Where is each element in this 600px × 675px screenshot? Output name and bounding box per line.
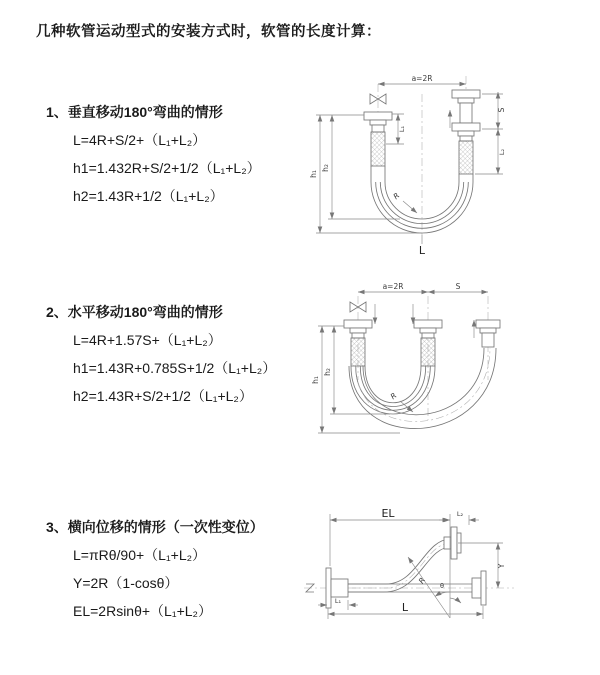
dim-label-s: S — [497, 107, 506, 113]
section-3-heading: 3、横向位移的情形（一次性变位） — [46, 519, 264, 535]
dimension-labels — [311, 282, 461, 401]
dim-label-l1: L₁ — [398, 125, 406, 133]
page-title: 几种软管运动型式的安装方式时，软管的长度计算： — [36, 24, 381, 40]
dim-label-h1: h₁ — [311, 376, 320, 384]
formula-line: h2=1.43R+S/2+1/2（L₁+L₂） — [73, 388, 253, 404]
formula-line: EL=2Rsinθ+（L₁+L₂） — [73, 603, 212, 619]
dim-label-r: R — [388, 390, 399, 402]
section-3 — [46, 513, 326, 625]
dim-label-theta: θ — [440, 582, 444, 590]
dim-label-el: EL — [381, 507, 395, 520]
dim-label-l2: L₂ — [498, 148, 506, 156]
diagram-horizontal-180-bend — [300, 280, 555, 457]
right-connector — [452, 90, 480, 174]
right-connector — [476, 320, 500, 347]
formula-line: h1=1.432R+S/2+1/2（L₁+L₂） — [73, 160, 261, 176]
dim-label-l2: L₂ — [456, 510, 464, 518]
formula-line: h2=1.43R+1/2（L₁+L₂） — [73, 188, 224, 204]
diagram-lateral-displacement — [300, 500, 570, 655]
dim-label-a2r: a=2R — [382, 282, 404, 291]
dim-label-h2: h₂ — [321, 164, 330, 172]
section-1-heading: 1、垂直移动180°弯曲的情形 — [46, 104, 223, 120]
centerlines — [378, 76, 466, 238]
dim-label-s: S — [455, 282, 461, 291]
dim-label-a2r: a=2R — [411, 74, 433, 83]
section-2-heading: 2、水平移动180°弯曲的情形 — [46, 304, 223, 320]
dim-label-y: Y — [497, 563, 506, 569]
middle-connector — [414, 320, 442, 366]
formula-line: L=4R+S/2+（L₁+L₂） — [73, 132, 207, 148]
left-connector — [364, 112, 392, 166]
left-connector — [344, 320, 372, 366]
formula-line: Y=2R（1-cosθ） — [73, 575, 179, 591]
formula-line: L=πRθ/90+（L₁+L₂） — [73, 547, 207, 563]
dim-label-l: L — [418, 244, 426, 257]
section-1 — [46, 98, 326, 210]
dim-label-r: R — [416, 575, 428, 586]
dimension-lines — [316, 84, 503, 244]
dim-label-h2: h₂ — [323, 368, 332, 376]
dim-label-r: R — [391, 190, 402, 202]
dimension-lines — [318, 514, 503, 619]
dimension-lines — [318, 292, 488, 433]
diagram-vertical-180-bend — [300, 70, 550, 263]
dim-label-l: L — [401, 601, 409, 614]
formula-line: L=4R+1.57S+（L₁+L₂） — [73, 332, 222, 348]
section-2 — [46, 298, 326, 410]
dimension-labels — [309, 74, 506, 257]
formula-line: h1=1.43R+0.785S+1/2（L₁+L₂） — [73, 360, 277, 376]
dim-label-h1: h₁ — [309, 170, 318, 178]
dim-label-l1: L₁ — [334, 597, 342, 605]
